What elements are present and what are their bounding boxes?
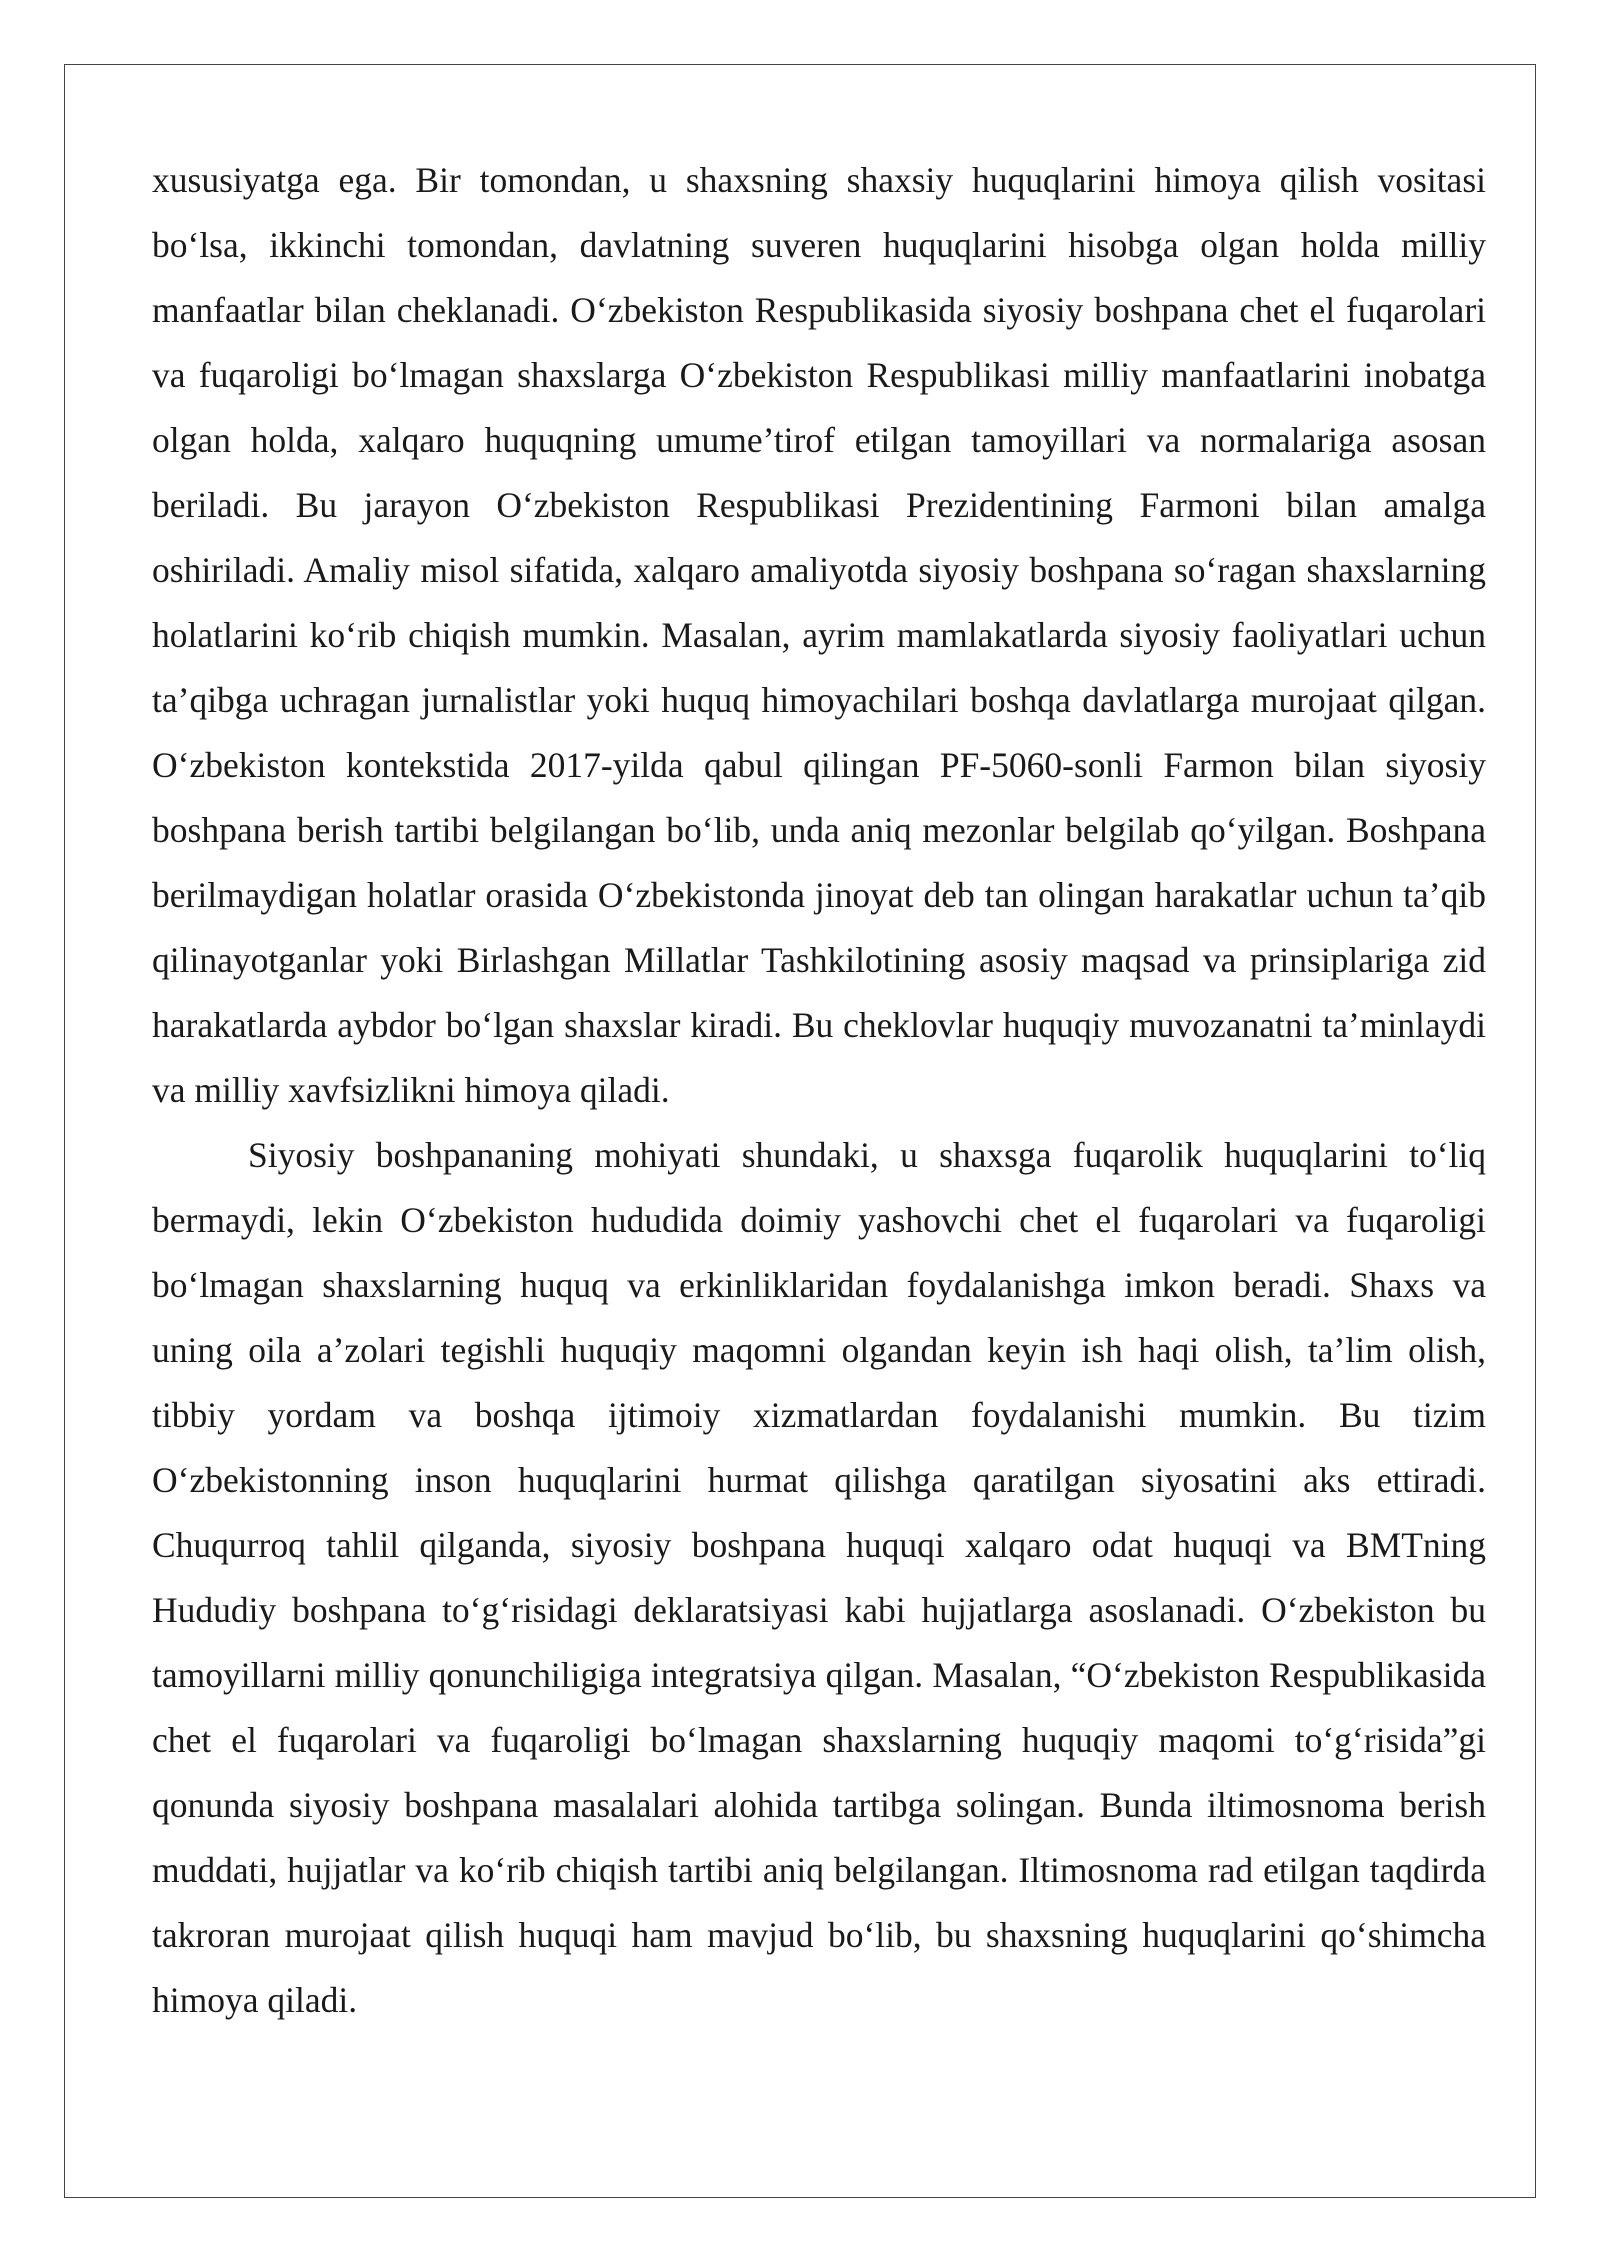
document-body [152,148,1486,2033]
paragraph-2: Siyosiy boshpananing mohiyati shundaki, u shaxsga fuqarolik huquqlarini to‘liq bermaydi, lekin O‘zbekiston hududida doimiy yashovchi chet el fuqarolari va fuqaroligi bo‘lmagan shaxslarning huquq va erkinliklaridan foydalanishga imkon beradi. Shaxs va uning oila a’zolari tegishli huquqiy maqomni olgandan keyin ish haqi olish, ta’lim olish, tibbiy yordam va boshqa ijtimoiy xizmatlardan foydalanishi mumkin. Bu tizim O‘zbekistonning inson huquqlarini hurmat qilishga qaratilgan siyosatini aks ettiradi. Chuqurroq tahlil qilganda, siyosiy boshpana huquqi xalqaro odat huquqi va BMTning Hududiy boshpana to‘g‘risidagi deklaratsiyasi kabi hujjatlarga asoslanadi. O‘zbekiston bu tamoyillarni milliy qonunchiligiga integratsiya qilgan. Masalan, “O‘zbekiston Respublikasida chet el fuqarolari va fuqaroligi bo‘lmagan shaxslarning huquqiy maqomi to‘g‘risida”gi qonunda siyosiy boshpana masalalari alohida tartibga solingan. Bunda iltimosnoma berish muddati, hujjatlar va ko‘rib chiqish tartibi aniq belgilangan. Iltimosnoma rad etilgan taqdirda takroran murojaat qilish huquqi ham mavjud bo‘lib, bu shaxsning huquqlarini qo‘shimcha himoya qiladi. [152,1135,1486,2020]
paragraph-1: xususiyatga ega. Bir tomondan, u shaxsning shaxsiy huquqlarini himoya qilish vositasi bo‘lsa, ikkinchi tomondan, davlatning suveren huquqlarini hisobga olgan holda milliy manfaatlar bilan cheklanadi. O‘zbekiston Respublikasida siyosiy boshpana chet el fuqarolari va fuqaroligi bo‘lmagan shaxslarga O‘zbekiston Respublikasi milliy manfaatlarini inobatga olgan holda, xalqaro huquqning umume’tirof etilgan tamoyillari va normalariga asosan beriladi. Bu jarayon O‘zbekiston Respublikasi Prezidentining Farmoni bilan amalga oshiriladi. Amaliy misol sifatida, xalqaro amaliyotda siyosiy boshpana so‘ragan shaxslarning holatlarini ko‘rib chiqish mumkin. Masalan, ayrim mamlakatlarda siyosiy faoliyatlari uchun ta’qibga uchragan jurnalistlar yoki huquq himoyachilari boshqa davlatlarga murojaat qilgan. O‘zbekiston kontekstida 2017-yilda qabul qilingan PF-5060-sonli Farmon bilan siyosiy boshpana berish tartibi belgilangan bo‘lib, unda aniq mezonlar belgilab qo‘yilgan. Boshpana berilmaydigan holatlar orasida O‘zbekistonda jinoyat deb tan olingan harakatlar uchun ta’qib qilinayotganlar yoki Birlashgan Millatlar Tashkilotining asosiy maqsad va prinsiplariga zid harakatlarda aybdor bo‘lgan shaxslar kiradi. Bu cheklovlar huquqiy muvozanatni ta’minlaydi va milliy xavfsizlikni himoya qiladi. [152,160,1486,1110]
